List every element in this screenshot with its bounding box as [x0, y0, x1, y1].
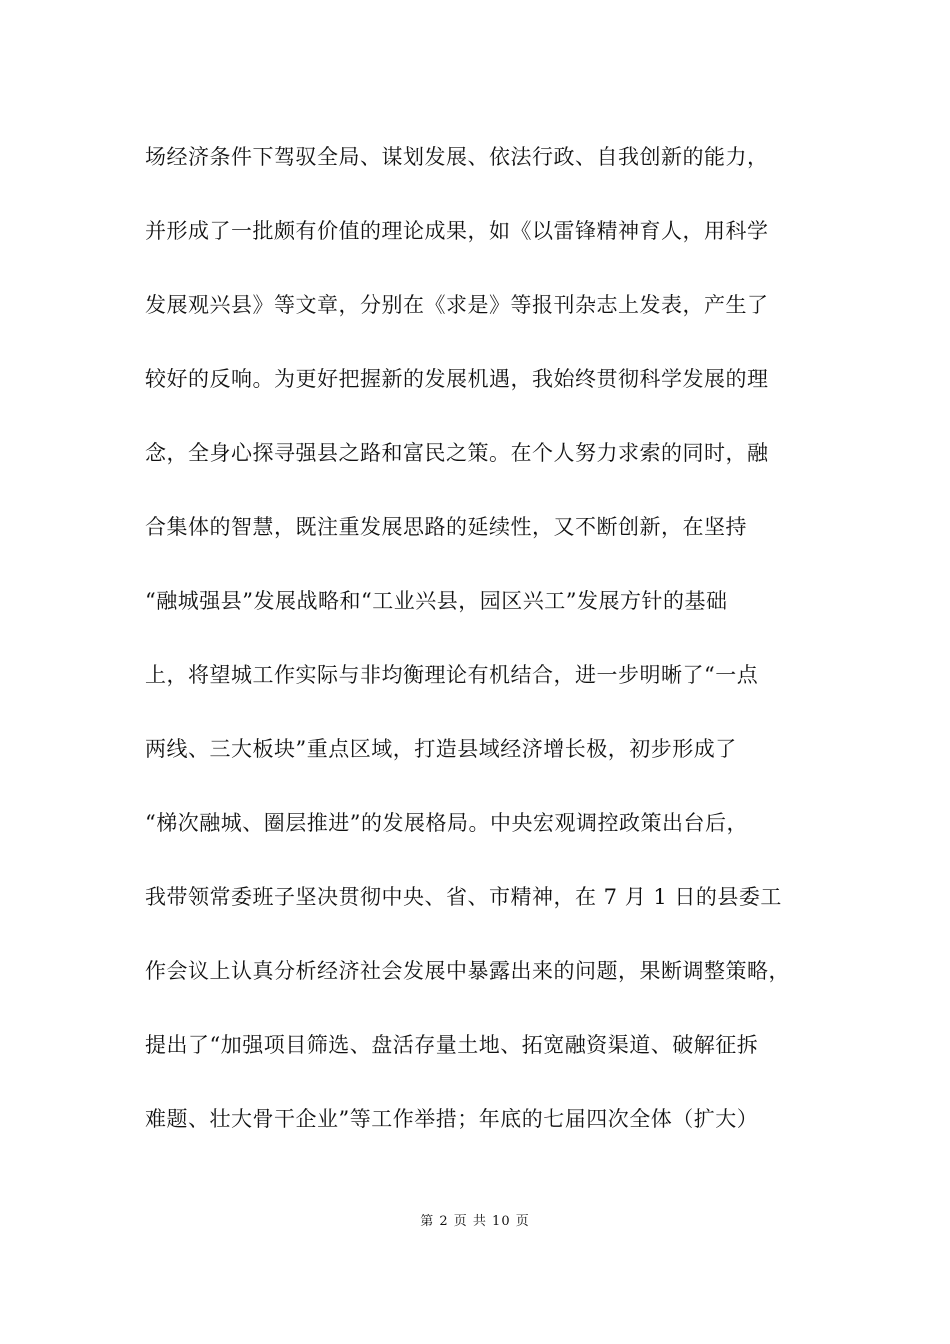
text-line: 上，将望城工作实际与非均衡理论有机结合，进一步明晰了“一点 — [145, 663, 759, 687]
text-line: 两线、三大板块”重点区域，打造县域经济增长极，初步形成了 — [145, 737, 737, 761]
text-line: 作会议上认真分析经济社会发展中暴露出来的问题，果断调整策略， — [145, 959, 790, 983]
text-line: “梯次融城、圈层推进”的发展格局。中央宏观调控政策出台后， — [145, 811, 748, 835]
page-footer — [0, 1210, 950, 1229]
body-paragraph — [145, 132, 835, 1168]
page-number: 第 2 页 共 10 页 — [420, 1214, 530, 1229]
text-line: 较好的反响。为更好把握新的发展机遇，我始终贯彻科学发展的理 — [145, 367, 769, 391]
text-line: 难题、壮大骨干企业”等工作举措；年底的七届四次全体（扩大） — [145, 1107, 759, 1131]
text-line: 我带领常委班子坚决贯彻中央、省、市精神，在 7 月 1 日的县委工 — [145, 885, 782, 909]
text-line: 并形成了一批颇有价值的理论成果，如《以雷锋精神育人，用科学 — [145, 219, 769, 243]
text-line: “融城强县”发展战略和“工业兴县，园区兴工”发展方针的基础 — [145, 589, 728, 613]
text-line: 场经济条件下驾驭全局、谋划发展、依法行政、自我创新的能力， — [145, 145, 769, 169]
text-line: 念，全身心探寻强县之路和富民之策。在个人努力求索的同时，融 — [145, 441, 769, 465]
text-line: 发展观兴县》等文章，分别在《求是》等报刊杂志上发表，产生了 — [145, 293, 769, 317]
text-line: 合集体的智慧，既注重发展思路的延续性，又不断创新，在坚持 — [145, 515, 747, 539]
text-line: 提出了“加强项目筛选、盘活存量土地、拓宽融资渠道、破解征拆 — [145, 1033, 759, 1057]
